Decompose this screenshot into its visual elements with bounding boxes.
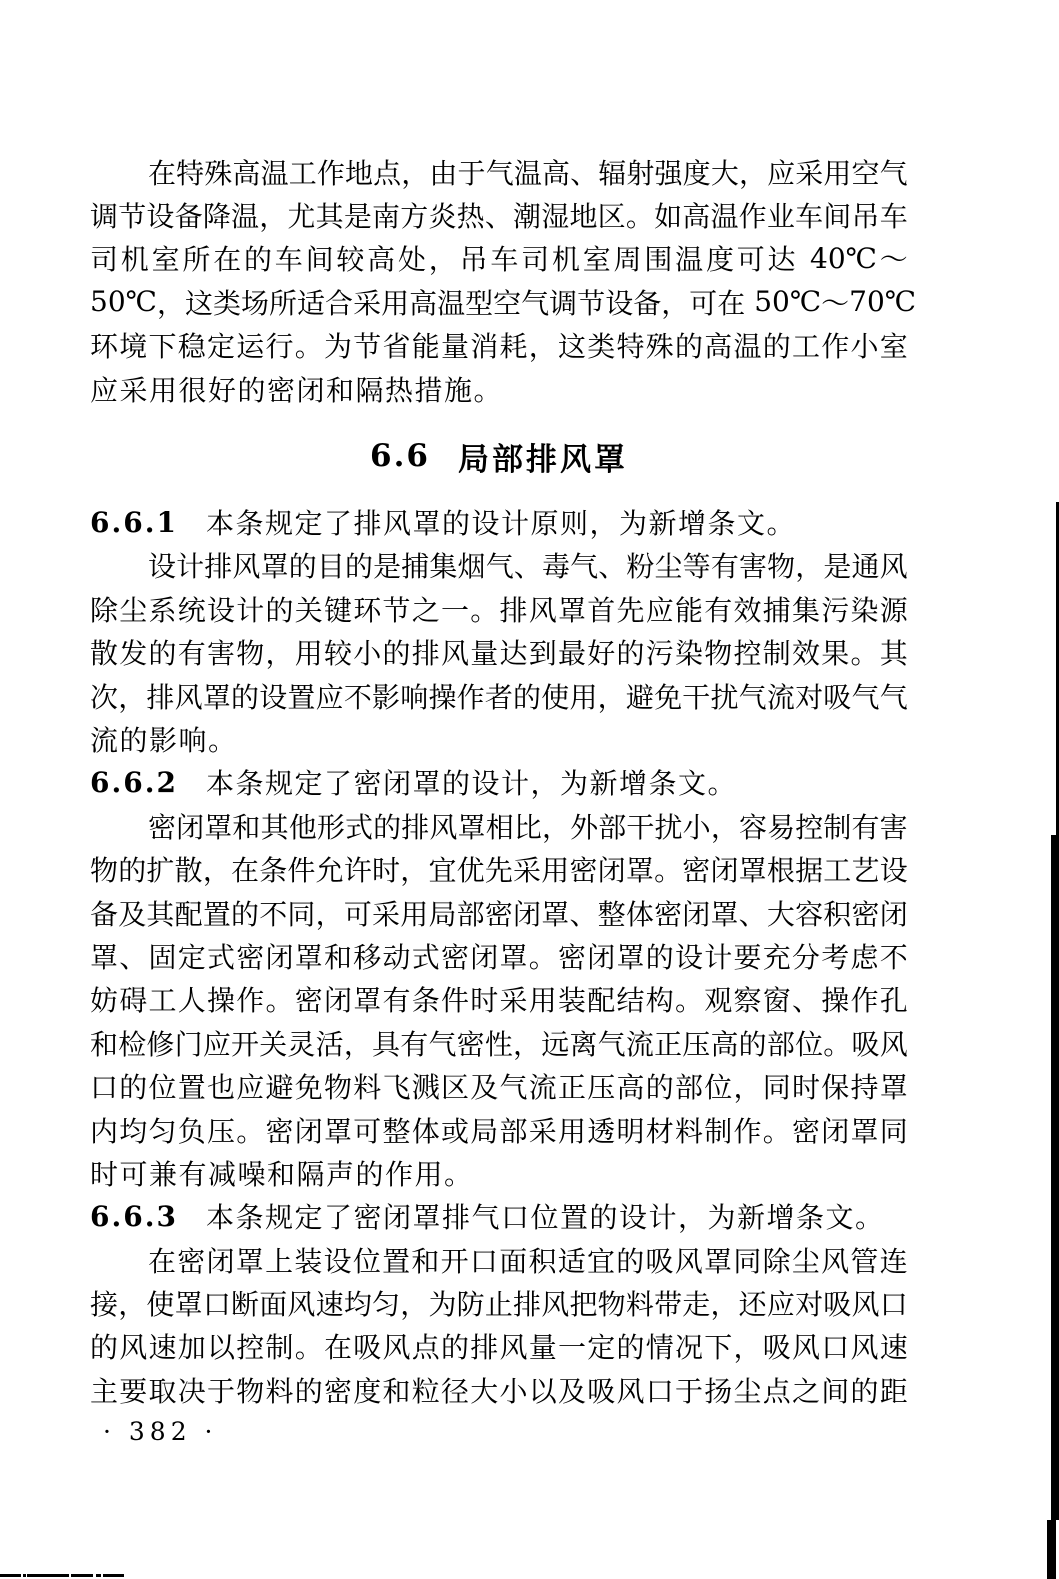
clause-number: 6.6.1 xyxy=(90,505,178,539)
clause-line xyxy=(90,1195,908,1238)
text-line: 除 尘 系 统 设 计 的 关 键 环 节 之 一 。 排 风 罩 首 先 应 能 有 效 捕 集 污 染 源 xyxy=(90,593,908,627)
text-line: 司 机 室 所 在 的 车 间 较 高 处 ， 吊 车 司 机 室 周 围 温 度 可 达 40℃ ～ xyxy=(90,241,908,277)
text-line: 物 的 扩 散 ， 在 条 件 允 许 时 ， 宜 优 先 采 用 密 闭 罩 。 密 闭 罩 根 据 工 艺 设 xyxy=(90,854,908,888)
text-line: 和 检 修 门 应 开 关 灵 活 ， 具 有 气 密 性 ， 远 离 气 流 正 压 高 的 部 位 。 吸 风 xyxy=(90,1027,908,1061)
text-block xyxy=(90,150,917,1412)
text-line: 口 的 位 置 也 应 避 免 物 料 飞 溅 区 及 气 流 正 压 高 的 部 位 ， 同 时 保 持 罩 xyxy=(90,1071,908,1105)
text-line: 应采用很好的密闭和隔热措施。 xyxy=(90,373,504,407)
text-line: 在 特 殊 高 温 工 作 地 点 ， 由 于 气 温 高 、 辐 射 强 度 大 ， 应 采 用 空 气 xyxy=(148,156,908,190)
clause-text: 本条规定了密闭罩的设计，为新增条文。 xyxy=(205,767,737,801)
text-line: 环 境 下 稳 定 运 行 。 为 节 省 能 量 消 耗 ， 这 类 特 殊 的 高 温 的 工 作 小 室 xyxy=(90,330,908,364)
text-line: 内 均 匀 负 压 。 密 闭 罩 可 整 体 或 局 部 采 用 透 明 材 料 制 作 。 密 闭 罩 同 xyxy=(90,1114,908,1148)
text-line: 密 闭 罩 和 其 他 形 式 的 排 风 罩 相 比 ， 外 部 干 扰 小 ， 容 易 控 制 有 害 xyxy=(148,810,908,844)
text-line: 时可兼有减噪和隔声的作用。 xyxy=(90,1157,474,1191)
clause-number: 6.6.2 xyxy=(90,765,178,799)
clause-text: 本条规定了排风罩的设计原则，为新增条文。 xyxy=(205,507,796,541)
text-line: 妨 碍 工 人 操 作 。 密 闭 罩 有 条 件 时 采 用 装 配 结 构 。 观 察 窗 、 操 作 孔 xyxy=(90,984,908,1018)
section-heading-number: 6.6 xyxy=(370,438,430,475)
clause-line xyxy=(90,761,908,804)
clause-text: 本条规定了密闭罩排气口位置的设计，为新增条文。 xyxy=(205,1201,885,1235)
text-line: 主 要 取 决 于 物 料 的 密 度 和 粒 径 大 小 以 及 吸 风 口 于 扬 尘 点 之 间 的 距 xyxy=(90,1374,908,1408)
scan-artifact-dash xyxy=(27,1574,69,1577)
text-line: 备 及 其 配 置 的 不 同 ， 可 采 用 局 部 密 闭 罩 、 整 体 密 闭 罩 、 大 容 积 密 闭 xyxy=(90,897,908,931)
text-line: 罩 、 固 定 式 密 闭 罩 和 移 动 式 密 闭 罩 。 密 闭 罩 的 设 计 要 充 分 考 虑 不 xyxy=(90,940,908,974)
scan-artifact-right-bar-thin xyxy=(1056,502,1059,835)
text-line: 流的影响。 xyxy=(90,723,238,757)
text-line: 50℃ ， 这 类 场 所 适 合 采 用 高 温 型 空 气 调 节 设 备 ， 可 在 50℃ ～ 70℃ xyxy=(90,285,917,320)
scan-artifact-dash xyxy=(103,1574,124,1577)
scan-artifact-dash xyxy=(23,1574,26,1577)
clause-number: 6.6.3 xyxy=(90,1199,178,1233)
text-line: 接 ， 使 罩 口 断 面 风 速 均 匀 ， 为 防 止 排 风 把 物 料 带 走 ， 还 应 对 吸 风 口 xyxy=(90,1288,908,1322)
scan-artifact-dash xyxy=(96,1574,101,1577)
text-line: 在 密 闭 罩 上 装 设 位 置 和 开 口 面 积 适 宜 的 吸 风 罩 同 除 尘 风 管 连 xyxy=(148,1244,908,1278)
text-line: 的 风 速 加 以 控 制 。 在 吸 风 点 的 排 风 量 一 定 的 情 况 下 ， 吸 风 口 风 速 xyxy=(90,1331,908,1365)
text-line: 散 发 的 有 害 物 ， 用 较 小 的 排 风 量 达 到 最 好 的 污 染 物 控 制 效 果 。 其 xyxy=(90,637,908,671)
section-heading xyxy=(90,424,908,488)
clause-line xyxy=(90,500,908,543)
section-heading-title: 局部排风罩 xyxy=(457,441,628,478)
scan-artifact-right-bar-thick xyxy=(1051,835,1059,1520)
page-number: · 382 · xyxy=(103,1417,218,1446)
text-line: 次 ， 排 风 罩 的 设 置 应 不 影 响 操 作 者 的 使 用 ， 避 免 干 扰 气 流 对 吸 气 气 xyxy=(90,680,908,714)
text-line: 设 计 排 风 罩 的 目 的 是 捕 集 烟 气 、 毒 气 、 粉 尘 等 有 害 物 ， 是 通 风 xyxy=(148,550,908,584)
scan-artifact-dash xyxy=(0,1574,21,1577)
text-line: 调 节 设 备 降 温 ， 尤 其 是 南 方 炎 热 、 潮 湿 地 区 。 如 高 温 作 业 车 间 吊 车 xyxy=(90,200,908,234)
scan-artifact-right-bar-bottom xyxy=(1047,1520,1056,1579)
scan-artifact-dash xyxy=(71,1574,93,1577)
